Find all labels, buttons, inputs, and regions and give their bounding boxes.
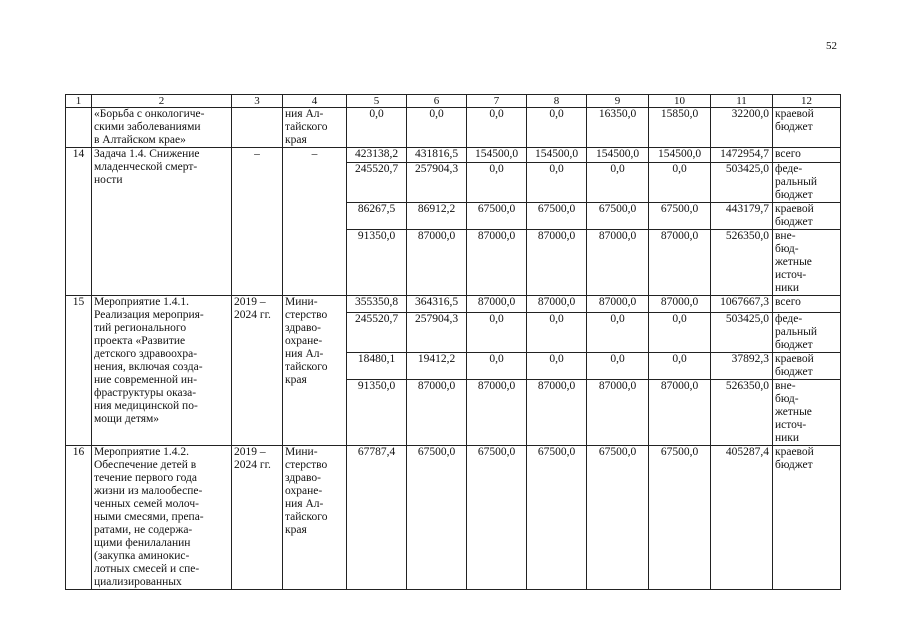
period-cell xyxy=(232,108,283,148)
value-cell: 91350,0 xyxy=(347,380,407,446)
value-cell: 67500,0 xyxy=(527,203,587,230)
source-cell: всего xyxy=(773,148,841,163)
row-name-cell: Задача 1.4. Снижение младенческой смерт- ности xyxy=(92,148,232,296)
value-cell: 364316,5 xyxy=(407,296,467,313)
value-cell: 87000,0 xyxy=(467,296,527,313)
table-row xyxy=(66,148,841,163)
header-cell: 8 xyxy=(527,95,587,108)
source-cell: краевой бюджет xyxy=(773,446,841,590)
value-cell: 67500,0 xyxy=(467,446,527,590)
source-cell: феде- ральный бюджет xyxy=(773,163,841,203)
value-cell: 0,0 xyxy=(587,313,649,353)
value-cell: 67500,0 xyxy=(649,446,711,590)
value-cell: 1067667,3 xyxy=(711,296,773,313)
value-cell: 245520,7 xyxy=(347,313,407,353)
value-cell: 87000,0 xyxy=(649,230,711,296)
value-cell: 87000,0 xyxy=(407,380,467,446)
value-cell: 86912,2 xyxy=(407,203,467,230)
executor-cell: – xyxy=(283,148,347,296)
value-cell: 87000,0 xyxy=(587,296,649,313)
value-cell: 0,0 xyxy=(587,163,649,203)
value-cell: 0,0 xyxy=(407,108,467,148)
header-cell: 7 xyxy=(467,95,527,108)
source-cell: краевой бюджет xyxy=(773,353,841,380)
header-cell: 1 xyxy=(66,95,92,108)
table-row xyxy=(66,446,841,590)
value-cell: 87000,0 xyxy=(527,230,587,296)
value-cell: 0,0 xyxy=(467,108,527,148)
value-cell: 87000,0 xyxy=(527,296,587,313)
value-cell: 37892,3 xyxy=(711,353,773,380)
value-cell: 67500,0 xyxy=(467,203,527,230)
table-row xyxy=(66,108,841,148)
value-cell: 87000,0 xyxy=(467,230,527,296)
source-cell: феде- ральный бюджет xyxy=(773,313,841,353)
executor-cell: Мини- стерство здраво- охране- ния Ал- тайского края xyxy=(283,446,347,590)
source-cell: вне- бюд- жетные источ- ники xyxy=(773,380,841,446)
value-cell: 16350,0 xyxy=(587,108,649,148)
header-cell: 2 xyxy=(92,95,232,108)
value-cell: 0,0 xyxy=(527,163,587,203)
value-cell: 154500,0 xyxy=(527,148,587,163)
value-cell: 0,0 xyxy=(347,108,407,148)
header-cell: 11 xyxy=(711,95,773,108)
value-cell: 15850,0 xyxy=(649,108,711,148)
row-number-cell: 16 xyxy=(66,446,92,590)
row-number-cell xyxy=(66,108,92,148)
value-cell: 245520,7 xyxy=(347,163,407,203)
value-cell: 0,0 xyxy=(467,163,527,203)
value-cell: 423138,2 xyxy=(347,148,407,163)
value-cell: 87000,0 xyxy=(649,296,711,313)
value-cell: 91350,0 xyxy=(347,230,407,296)
value-cell: 0,0 xyxy=(649,163,711,203)
table-row xyxy=(66,296,841,313)
source-cell: всего xyxy=(773,296,841,313)
value-cell: 526350,0 xyxy=(711,380,773,446)
value-cell: 154500,0 xyxy=(587,148,649,163)
value-cell: 67500,0 xyxy=(587,446,649,590)
period-cell: 2019 – 2024 гг. xyxy=(232,446,283,590)
value-cell: 257904,3 xyxy=(407,313,467,353)
value-cell: 526350,0 xyxy=(711,230,773,296)
value-cell: 87000,0 xyxy=(649,380,711,446)
row-name-cell: Мероприятие 1.4.2. Обеспечение детей в течение первого года жизни из малообеспе- ченных семей молоч- ными смесями, препа- ратами, не содержа- щими фенилаланин (закупка аминокис- лотных смесей и спе- циализированных xyxy=(92,446,232,590)
source-cell: краевой бюджет xyxy=(773,108,841,148)
executor-cell: Мини- стерство здраво- охране- ния Ал- тайского края xyxy=(283,296,347,446)
budget-table xyxy=(65,94,841,590)
row-name-cell: Мероприятие 1.4.1. Реализация мероприя- тий регионального проекта «Развитие детского здравоохра- нения, включая созда- ние современной ин- фраструктуры оказа- ния медицинской по- мощи детям» xyxy=(92,296,232,446)
header-cell: 5 xyxy=(347,95,407,108)
value-cell: 67500,0 xyxy=(587,203,649,230)
value-cell: 86267,5 xyxy=(347,203,407,230)
value-cell: 87000,0 xyxy=(407,230,467,296)
value-cell: 0,0 xyxy=(527,313,587,353)
value-cell: 503425,0 xyxy=(711,163,773,203)
value-cell: 87000,0 xyxy=(587,230,649,296)
header-cell: 12 xyxy=(773,95,841,108)
value-cell: 154500,0 xyxy=(467,148,527,163)
value-cell: 355350,8 xyxy=(347,296,407,313)
value-cell: 0,0 xyxy=(649,313,711,353)
value-cell: 0,0 xyxy=(467,353,527,380)
row-name-cell: «Борьба с онкологиче- скими заболеваниями в Алтайском крае» xyxy=(92,108,232,148)
value-cell: 0,0 xyxy=(467,313,527,353)
source-cell: вне- бюд- жетные источ- ники xyxy=(773,230,841,296)
value-cell: 67500,0 xyxy=(649,203,711,230)
row-number-cell: 15 xyxy=(66,296,92,446)
value-cell: 443179,7 xyxy=(711,203,773,230)
value-cell: 257904,3 xyxy=(407,163,467,203)
header-row xyxy=(66,95,841,108)
source-cell: краевой бюджет xyxy=(773,203,841,230)
executor-cell: ния Ал- тайского края xyxy=(283,108,347,148)
header-cell: 4 xyxy=(283,95,347,108)
period-cell: – xyxy=(232,148,283,296)
value-cell: 0,0 xyxy=(649,353,711,380)
value-cell: 87000,0 xyxy=(587,380,649,446)
value-cell: 503425,0 xyxy=(711,313,773,353)
value-cell: 154500,0 xyxy=(649,148,711,163)
value-cell: 405287,4 xyxy=(711,446,773,590)
value-cell: 18480,1 xyxy=(347,353,407,380)
header-cell: 10 xyxy=(649,95,711,108)
row-number-cell: 14 xyxy=(66,148,92,296)
value-cell: 431816,5 xyxy=(407,148,467,163)
value-cell: 87000,0 xyxy=(467,380,527,446)
value-cell: 1472954,7 xyxy=(711,148,773,163)
value-cell: 0,0 xyxy=(527,353,587,380)
header-cell: 6 xyxy=(407,95,467,108)
value-cell: 19412,2 xyxy=(407,353,467,380)
header-cell: 9 xyxy=(587,95,649,108)
period-cell: 2019 – 2024 гг. xyxy=(232,296,283,446)
value-cell: 67500,0 xyxy=(407,446,467,590)
value-cell: 0,0 xyxy=(587,353,649,380)
value-cell: 87000,0 xyxy=(527,380,587,446)
header-cell: 3 xyxy=(232,95,283,108)
page-number: 52 xyxy=(826,40,837,52)
value-cell: 67787,4 xyxy=(347,446,407,590)
value-cell: 0,0 xyxy=(527,108,587,148)
value-cell: 32200,0 xyxy=(711,108,773,148)
value-cell: 67500,0 xyxy=(527,446,587,590)
